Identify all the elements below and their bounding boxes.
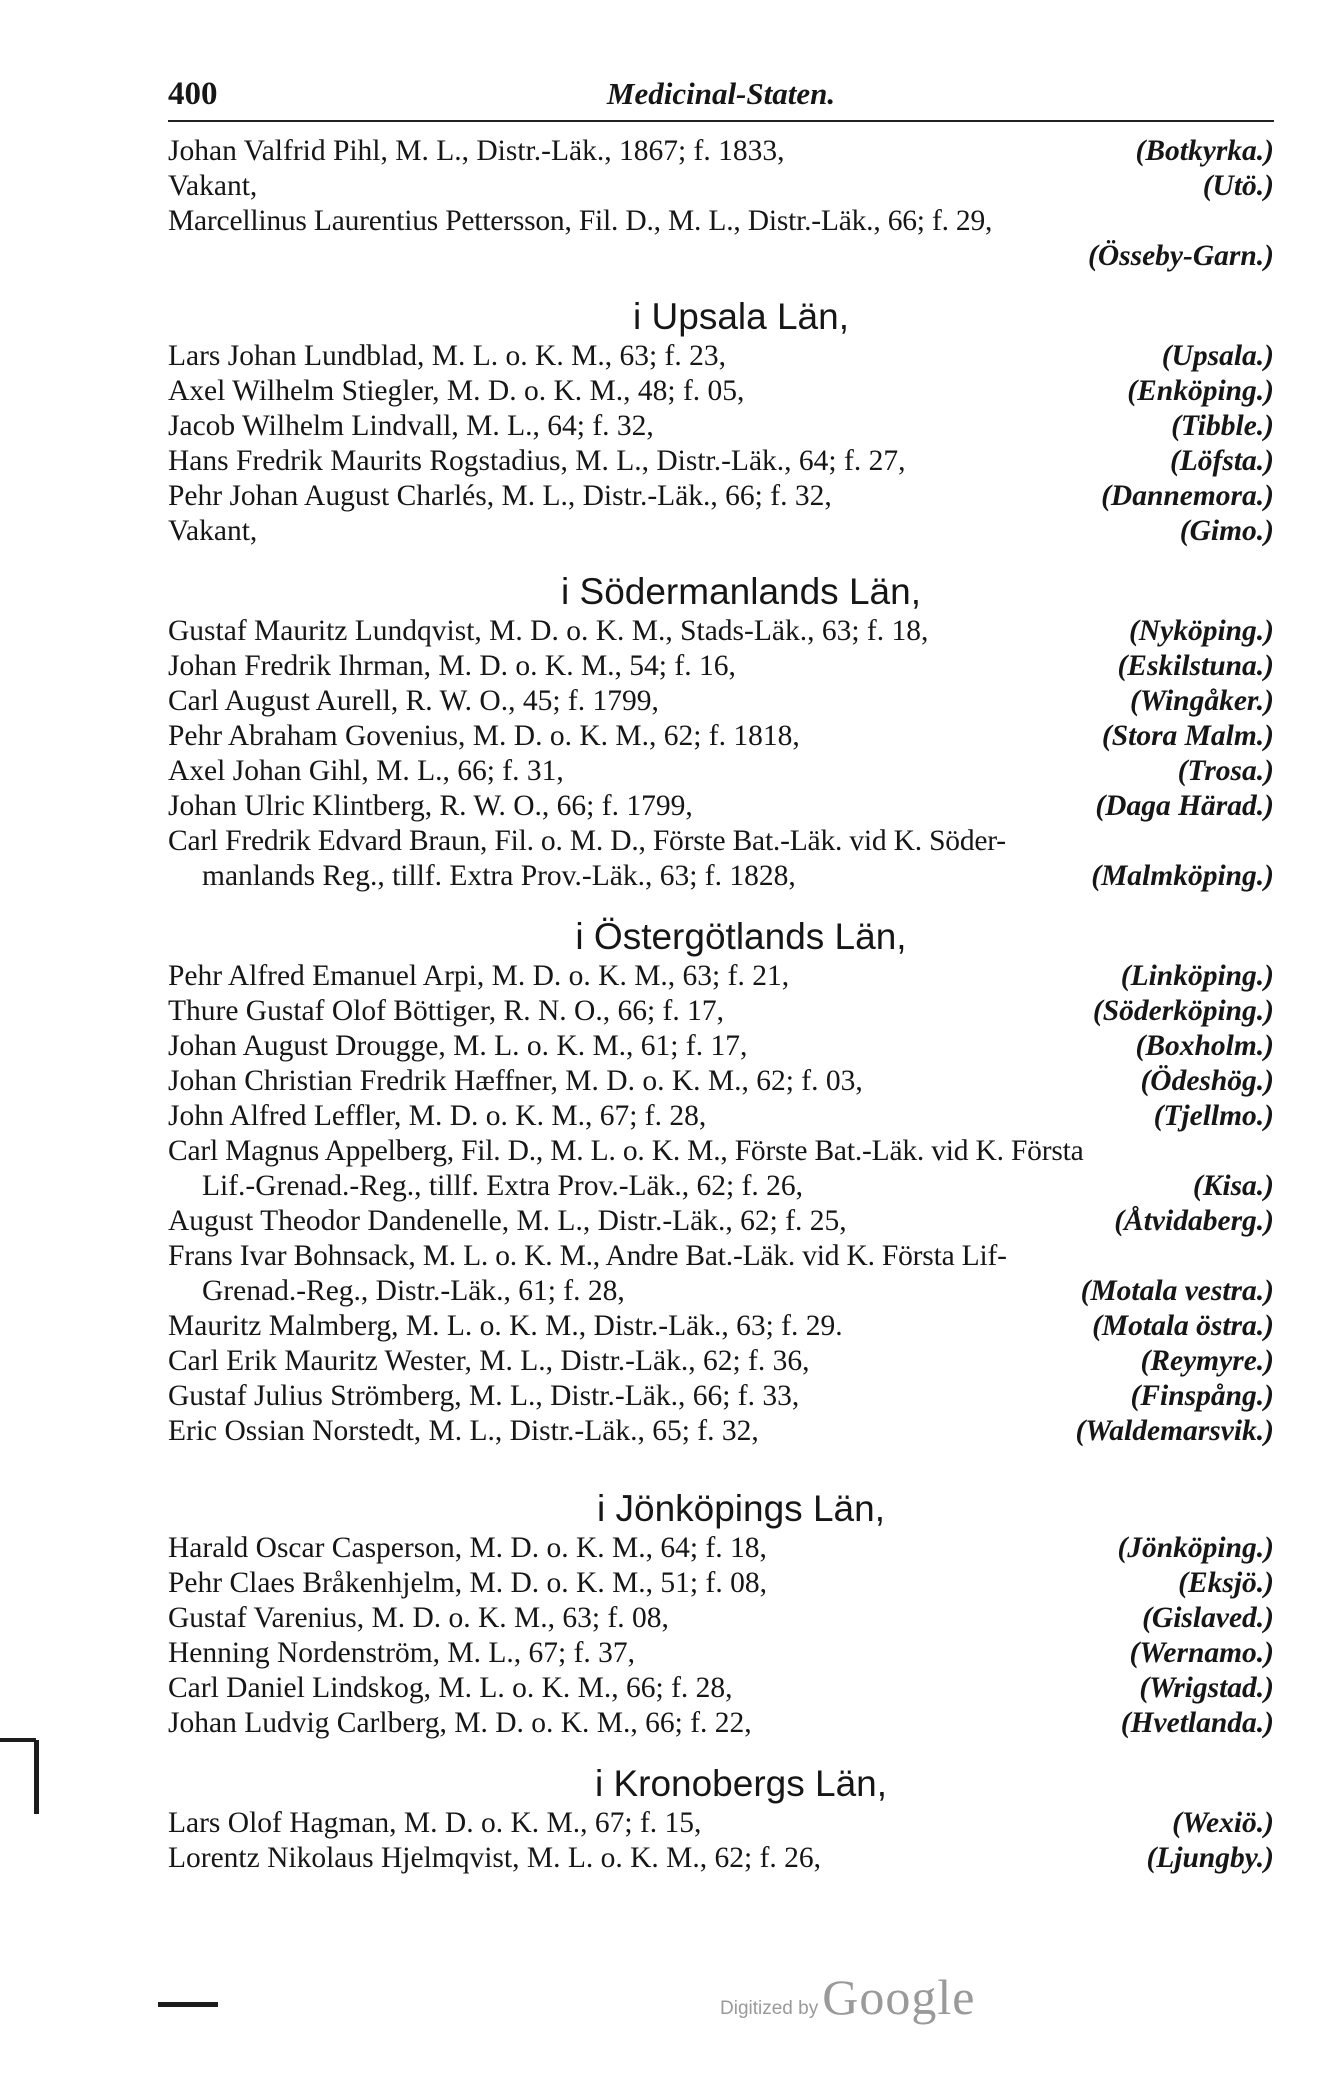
entry-line [168,859,1274,894]
entry-line [168,1531,1274,1566]
section-4 [168,1487,1274,1741]
entry-place: (Motala vestra.) [1080,1275,1274,1307]
entry-text: Johan August Drougge, M. L. o. K. M., 61; f. 17, [168,1030,748,1062]
entry-text: Pehr Abraham Govenius, M. D. o. K. M., 62; f. 1818, [168,720,800,752]
entry-text: Lars Johan Lundblad, M. L. o. K. M., 63; f. 23, [168,340,726,372]
entry-line [168,1636,1274,1671]
entry-text: Carl Daniel Lindskog, M. L. o. K. M., 66; f. 28, [168,1672,733,1704]
entry-line [168,719,1274,754]
entry-place: (Wrigstad.) [1139,1672,1274,1704]
entry-line [168,339,1274,374]
entry-place: (Motala östra.) [1092,1310,1274,1342]
entry-line [168,1601,1274,1636]
entry-text: Pehr Alfred Emanuel Arpi, M. D. o. K. M., 63; f. 21, [168,960,790,992]
entry-line [168,614,1274,649]
entry-text: Johan Christian Fredrik Hæffner, M. D. o. K. M., 62; f. 03, [168,1065,863,1097]
entry-place: (Upsala.) [1161,340,1274,372]
entry-line [168,1566,1274,1601]
entry-place: (Ljungby.) [1146,1842,1274,1874]
entry-line [168,1841,1274,1876]
section-spacer [168,894,1274,915]
section-spacer [168,1449,1274,1487]
entry-place: (Wexiö.) [1172,1807,1274,1839]
entry-text: Grenad.-Reg., Distr.-Läk., 61; f. 28, [202,1275,625,1307]
entry-line [168,479,1274,514]
entry-line [168,649,1274,684]
entry-place: (Gimo.) [1179,515,1274,547]
section-3 [168,915,1274,1449]
entry-text: Lars Olof Hagman, M. D. o. K. M., 67; f. 15, [168,1807,702,1839]
entry-place: (Söderköping.) [1092,995,1274,1027]
entry-text: Johan Valfrid Pihl, M. L., Distr.-Läk., 1867; f. 1833, [168,135,785,167]
section-1 [168,295,1274,549]
entry-place: (Finspång.) [1130,1380,1274,1412]
entry-place: (Waldemarsvik.) [1075,1415,1274,1447]
section-heading: i Kronobergs Län, [594,1763,888,1804]
section-heading: i Södermanlands Län, [561,571,921,612]
entry-line [168,1344,1274,1379]
entry-line [168,1309,1274,1344]
entry-text: Carl Magnus Appelberg, Fil. D., M. L. o. K. M., Förste Bat.-Läk. vid K. Första [168,1135,1084,1167]
entry-line [168,444,1274,479]
section-heading: i Jönköpings Län, [597,1488,885,1529]
entry-line [168,1029,1274,1064]
section-2 [168,570,1274,894]
entry-line [168,789,1274,824]
entry-line [168,169,1274,204]
entry-line [168,1806,1274,1841]
entry-text: manlands Reg., tillf. Extra Prov.-Läk., 63; f. 1828, [202,860,796,892]
entry-text: Gustaf Julius Strömberg, M. L., Distr.-Läk., 66; f. 33, [168,1380,800,1412]
entry-place: (Reymyre.) [1140,1345,1274,1377]
entry-line [168,134,1274,169]
entry-text: Pehr Johan August Charlés, M. L., Distr.-Läk., 66; f. 32, [168,480,832,512]
entry-place: (Wingåker.) [1130,685,1274,717]
entry-place: (Utö.) [1202,170,1274,202]
entry-line [168,1204,1274,1239]
entry-line [168,1671,1274,1706]
entry-line [168,1134,1274,1169]
entry-place: (Dannemora.) [1101,480,1274,512]
entry-line [168,959,1274,994]
entry-text: Marcellinus Laurentius Pettersson, Fil. D., M. L., Distr.-Läk., 66; f. 29, [168,205,993,237]
entry-place: (Jönköping.) [1117,1532,1274,1564]
entry-line [168,374,1274,409]
entry-line [168,1274,1274,1309]
section-heading: i Östergötlands Län, [575,916,907,957]
entry-place: (Botkyrka.) [1135,135,1274,167]
entry-place: (Hvetlanda.) [1120,1707,1274,1739]
page-number: 400 [168,76,218,112]
entry-text: John Alfred Leffler, M. D. o. K. M., 67; f. 28, [168,1100,707,1132]
running-title: Medicinal-Staten. [606,76,836,111]
entry-place: (Löfsta.) [1169,445,1274,477]
entry-place: (Enköping.) [1127,375,1274,407]
entry-line [168,1169,1274,1204]
section-5 [168,1762,1274,1876]
entry-text: Harald Oscar Casperson, M. D. o. K. M., 64; f. 18, [168,1532,767,1564]
entry-text: Henning Nordenström, M. L., 67; f. 37, [168,1637,636,1669]
digitized-watermark [720,1968,975,2026]
entry-place: (Nyköping.) [1128,615,1274,647]
page-header [168,76,1274,120]
page-content [168,134,1274,1876]
entry-text: Johan Ludvig Carlberg, M. D. o. K. M., 66; f. 22, [168,1707,752,1739]
entry-place: (Tibble.) [1171,410,1274,442]
entry-text: Axel Wilhelm Stiegler, M. D. o. K. M., 48; f. 05, [168,375,745,407]
section-heading: i Upsala Län, [633,296,849,337]
entry-line [168,239,1274,274]
entry-text: Carl August Aurell, R. W. O., 45; f. 1799, [168,685,659,717]
entry-text: Vakant, [168,515,258,547]
entry-place: (Trosa.) [1177,755,1274,787]
entry-line [168,754,1274,789]
section-spacer [168,274,1274,295]
entry-line [168,1414,1274,1449]
entry-line [168,514,1274,549]
entry-line [168,824,1274,859]
entry-text: Carl Erik Mauritz Wester, M. L., Distr.-Läk., 62; f. 36, [168,1345,810,1377]
entry-place: (Stora Malm.) [1101,720,1274,752]
entry-place: (Ödeshög.) [1140,1065,1274,1097]
entry-line [168,994,1274,1029]
entry-place: (Malmköping.) [1091,860,1274,892]
entry-text: Jacob Wilhelm Lindvall, M. L., 64; f. 32, [168,410,654,442]
scan-edge-mark [158,2002,218,2007]
entry-text: Johan Ulric Klintberg, R. W. O., 66; f. 1799, [168,790,693,822]
entry-line [168,1706,1274,1741]
entry-text: Lif.-Grenad.-Reg., tillf. Extra Prov.-Läk., 62; f. 26, [202,1170,804,1202]
header-rule [168,120,1274,122]
entry-place: (Eskilstuna.) [1117,650,1274,682]
entry-line [168,1099,1274,1134]
entry-text: Thure Gustaf Olof Böttiger, R. N. O., 66; f. 17, [168,995,724,1027]
entry-text: Eric Ossian Norstedt, M. L., Distr.-Läk., 65; f. 32, [168,1415,759,1447]
entry-text: Axel Johan Gihl, M. L., 66; f. 31, [168,755,564,787]
entry-text: August Theodor Dandenelle, M. L., Distr.-Läk., 62; f. 25, [168,1205,847,1237]
entry-line [168,409,1274,444]
entry-place: (Åtvidaberg.) [1114,1205,1274,1237]
entry-line [168,1064,1274,1099]
entry-place: (Össeby-Garn.) [1088,240,1274,272]
entry-line [168,1239,1274,1274]
entry-place: (Wernamo.) [1129,1637,1274,1669]
entry-text: Frans Ivar Bohnsack, M. L. o. K. M., Andre Bat.-Läk. vid K. Första Lif- [168,1240,1007,1272]
entry-text: Vakant, [168,170,258,202]
section-spacer [168,549,1274,570]
entry-line [168,684,1274,719]
entry-text: Hans Fredrik Maurits Rogstadius, M. L., Distr.-Läk., 64; f. 27, [168,445,906,477]
entry-place: (Gislaved.) [1142,1602,1274,1634]
entry-place: (Eksjö.) [1178,1567,1274,1599]
entry-text: Gustaf Varenius, M. D. o. K. M., 63; f. 08, [168,1602,669,1634]
entry-place: (Boxholm.) [1135,1030,1274,1062]
entry-text: Carl Fredrik Edvard Braun, Fil. o. M. D., Förste Bat.-Läk. vid K. Söder- [168,825,1006,857]
entry-place: (Tjellmo.) [1153,1100,1274,1132]
entry-text: Johan Fredrik Ihrman, M. D. o. K. M., 54; f. 16, [168,650,736,682]
scan-edge-mark [0,1738,36,1742]
entry-text: Lorentz Nikolaus Hjelmqvist, M. L. o. K. M., 62; f. 26, [168,1842,822,1874]
entry-text: Gustaf Mauritz Lundqvist, M. D. o. K. M., Stads-Läk., 63; f. 18, [168,615,929,647]
entry-place: (Kisa.) [1192,1170,1274,1202]
section-spacer [168,1741,1274,1762]
entry-line [168,1379,1274,1414]
entry-place: (Daga Härad.) [1095,790,1274,822]
google-wordmark: Google [822,1969,976,2025]
digitized-label: Digitized by [720,1998,819,2019]
entry-line [168,204,1274,239]
scan-edge-mark [34,1740,39,1814]
entry-text: Pehr Claes Bråkenhjelm, M. D. o. K. M., 51; f. 08, [168,1567,767,1599]
entry-place: (Linköping.) [1120,960,1274,992]
entry-text: Mauritz Malmberg, M. L. o. K. M., Distr.-Läk., 63; f. 29. [168,1310,843,1342]
